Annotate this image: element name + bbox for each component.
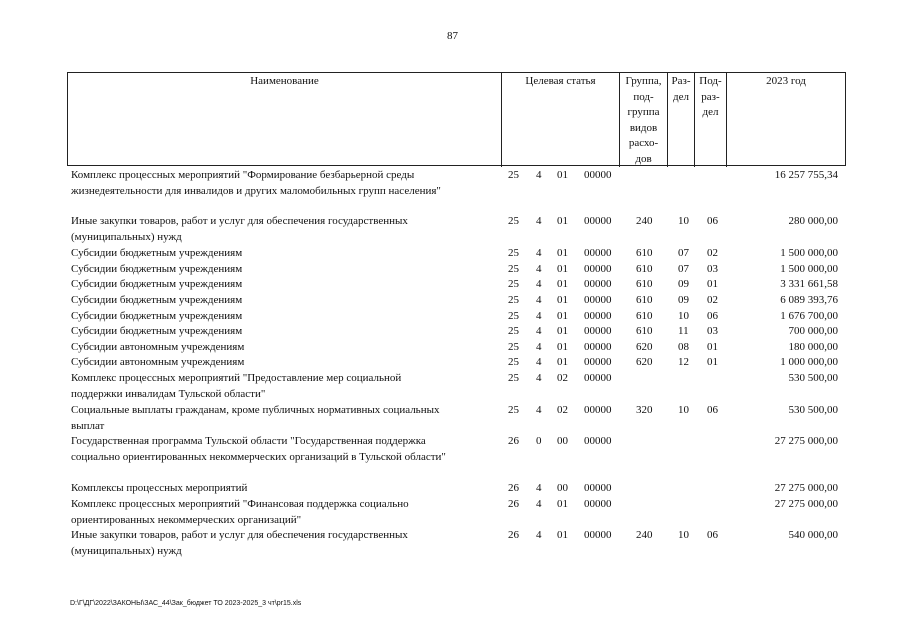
row-name-line: Комплексы процессных мероприятий <box>71 482 248 494</box>
cell-amount: 6 089 393,76 <box>780 294 838 306</box>
row-name-line: Комплекс процессных мероприятий "Формирование безбарьерной среды <box>71 169 415 181</box>
cell-c2: 4 <box>536 341 542 353</box>
cell-c2: 4 <box>536 325 542 337</box>
cell-c2: 4 <box>536 310 542 322</box>
cell-c1: 25 <box>508 294 519 306</box>
cell-c2: 4 <box>536 356 542 368</box>
cell-c4: 00000 <box>584 372 612 384</box>
cell-group: 610 <box>636 310 653 322</box>
header-group-line: под- <box>633 90 654 103</box>
cell-razdel: 11 <box>678 325 689 337</box>
cell-amount: 530 500,00 <box>788 404 838 416</box>
row-name <box>71 528 496 559</box>
cell-c4: 00000 <box>584 278 612 290</box>
cell-c4: 00000 <box>584 341 612 353</box>
cell-c1: 25 <box>508 215 519 227</box>
cell-c1: 26 <box>508 529 519 541</box>
cell-c4: 00000 <box>584 247 612 259</box>
cell-c4: 00000 <box>584 529 612 541</box>
header-section-line: Раз- <box>671 75 691 87</box>
cell-c1: 25 <box>508 341 519 353</box>
cell-amount: 1 000 000,00 <box>780 356 838 368</box>
row-name <box>71 434 496 465</box>
row-name-line: Субсидии автономным учреждениям <box>71 356 245 368</box>
cell-podrazdel: 02 <box>707 247 718 259</box>
cell-c3: 01 <box>557 215 568 227</box>
row-name-line: Комплекс процессных мероприятий "Предоставление мер социальной <box>71 372 402 384</box>
header-target-label: Целевая статья <box>525 75 596 87</box>
cell-podrazdel: 06 <box>707 529 718 541</box>
row-name-line: Социальные выплаты гражданам, кроме публичных нормативных социальных <box>71 404 440 416</box>
row-name <box>71 355 496 371</box>
cell-c1: 25 <box>508 278 519 290</box>
cell-c3: 01 <box>557 169 568 181</box>
header-section-line: дел <box>673 90 689 103</box>
cell-c4: 00000 <box>584 294 612 306</box>
header-group-line: видов <box>629 121 658 134</box>
cell-group: 320 <box>636 404 653 416</box>
cell-razdel: 10 <box>678 310 689 322</box>
row-name <box>71 262 496 278</box>
cell-razdel: 08 <box>678 341 689 353</box>
cell-c3: 01 <box>557 325 568 337</box>
cell-c3: 01 <box>557 529 568 541</box>
file-path-footer: D:\Г\ДГ\2022\ЗАКОНЫ\ЗАС_44\Зак_бюджет ТО 2023-2025_3 чт\pr15.xls <box>70 600 302 607</box>
header-group-line: Группа, <box>625 75 662 87</box>
cell-podrazdel: 06 <box>707 404 718 416</box>
cell-podrazdel: 01 <box>707 341 718 353</box>
header-subsection-line: Под- <box>699 75 722 87</box>
cell-group: 620 <box>636 341 653 353</box>
cell-podrazdel: 02 <box>707 294 718 306</box>
cell-razdel: 09 <box>678 278 689 290</box>
cell-c4: 00000 <box>584 435 612 447</box>
row-name-line: Иные закупки товаров, работ и услуг для обеспечения государственных <box>71 529 408 541</box>
cell-podrazdel: 03 <box>707 325 718 337</box>
row-name <box>71 481 496 497</box>
cell-amount: 1 500 000,00 <box>780 263 838 275</box>
cell-group: 240 <box>636 529 653 541</box>
cell-amount: 530 500,00 <box>788 372 838 384</box>
cell-podrazdel: 03 <box>707 263 718 275</box>
row-name-line: Комплекс процессных мероприятий "Финансовая поддержка социально <box>71 498 409 510</box>
row-name <box>71 277 496 293</box>
cell-amount: 280 000,00 <box>788 215 838 227</box>
header-subsection-line: раз- <box>701 90 720 103</box>
cell-c3: 01 <box>557 263 568 275</box>
cell-c3: 01 <box>557 356 568 368</box>
cell-c1: 25 <box>508 356 519 368</box>
cell-amount: 27 275 000,00 <box>774 498 838 510</box>
row-name <box>71 293 496 309</box>
cell-group: 620 <box>636 356 653 368</box>
row-name-line: Субсидии автономным учреждениям <box>71 341 245 353</box>
table-header <box>67 72 846 166</box>
header-subsection <box>695 73 727 167</box>
cell-c3: 01 <box>557 310 568 322</box>
header-group-line: группа <box>627 106 660 118</box>
row-name-line: Субсидии бюджетным учреждениям <box>71 310 243 322</box>
header-year <box>727 73 845 167</box>
cell-amount: 540 000,00 <box>788 529 838 541</box>
row-name-line: социально ориентированных некоммерческих организаций в Тульской области" <box>71 450 446 463</box>
row-name-line: Субсидии бюджетным учреждениям <box>71 294 243 306</box>
cell-podrazdel: 01 <box>707 356 718 368</box>
cell-group: 610 <box>636 263 653 275</box>
cell-c4: 00000 <box>584 169 612 181</box>
row-name <box>71 340 496 356</box>
cell-c4: 00000 <box>584 263 612 275</box>
cell-amount: 27 275 000,00 <box>774 435 838 447</box>
cell-c2: 4 <box>536 404 542 416</box>
cell-c2: 4 <box>536 498 542 510</box>
row-name <box>71 246 496 262</box>
cell-c1: 26 <box>508 435 519 447</box>
cell-c2: 4 <box>536 294 542 306</box>
row-name <box>71 324 496 340</box>
cell-c1: 26 <box>508 498 519 510</box>
cell-c3: 00 <box>557 435 568 447</box>
header-name <box>68 73 502 167</box>
cell-razdel: 10 <box>678 404 689 416</box>
row-name-line: выплат <box>71 419 105 432</box>
cell-c1: 25 <box>508 310 519 322</box>
row-name-line: Субсидии бюджетным учреждениям <box>71 247 243 259</box>
cell-podrazdel: 06 <box>707 310 718 322</box>
cell-razdel: 07 <box>678 247 689 259</box>
cell-c2: 4 <box>536 169 542 181</box>
row-name <box>71 168 496 199</box>
cell-c3: 00 <box>557 482 568 494</box>
cell-c4: 00000 <box>584 215 612 227</box>
row-name-line: ориентированных некоммерческих организаций" <box>71 513 302 526</box>
row-name <box>71 371 496 402</box>
cell-c4: 00000 <box>584 325 612 337</box>
row-name-line: жизнедеятельности для инвалидов и других маломобильных групп населения" <box>71 184 441 197</box>
cell-amount: 1 500 000,00 <box>780 247 838 259</box>
cell-amount: 180 000,00 <box>788 341 838 353</box>
cell-c2: 0 <box>536 435 542 447</box>
cell-c2: 4 <box>536 215 542 227</box>
cell-c2: 4 <box>536 278 542 290</box>
cell-c2: 4 <box>536 482 542 494</box>
cell-razdel: 12 <box>678 356 689 368</box>
cell-razdel: 09 <box>678 294 689 306</box>
header-group-line: расхо- <box>628 137 659 149</box>
cell-amount: 1 676 700,00 <box>780 310 838 322</box>
row-name-line: Субсидии бюджетным учреждениям <box>71 263 243 275</box>
row-name-line: Субсидии бюджетным учреждениям <box>71 325 243 337</box>
cell-razdel: 07 <box>678 263 689 275</box>
cell-c3: 01 <box>557 278 568 290</box>
header-group <box>620 73 668 167</box>
cell-c3: 01 <box>557 498 568 510</box>
cell-c4: 00000 <box>584 404 612 416</box>
cell-c3: 01 <box>557 247 568 259</box>
cell-c3: 01 <box>557 341 568 353</box>
cell-c1: 25 <box>508 263 519 275</box>
cell-group: 610 <box>636 278 653 290</box>
cell-c1: 25 <box>508 325 519 337</box>
cell-c2: 4 <box>536 372 542 384</box>
cell-amount: 3 331 661,58 <box>780 278 838 290</box>
row-name-line: поддержки инвалидам Тульской области" <box>71 387 266 400</box>
row-name-line: Иные закупки товаров, работ и услуг для обеспечения государственных <box>71 215 408 227</box>
cell-podrazdel: 06 <box>707 215 718 227</box>
cell-c4: 00000 <box>584 498 612 510</box>
header-subsection-line: дел <box>702 106 719 118</box>
row-name <box>71 214 496 245</box>
cell-amount: 700 000,00 <box>788 325 838 337</box>
row-name <box>71 497 496 528</box>
cell-podrazdel: 01 <box>707 278 718 290</box>
cell-c4: 00000 <box>584 482 612 494</box>
cell-group: 610 <box>636 325 653 337</box>
cell-c1: 25 <box>508 247 519 259</box>
cell-c1: 25 <box>508 372 519 384</box>
cell-c2: 4 <box>536 263 542 275</box>
cell-group: 610 <box>636 247 653 259</box>
cell-c4: 00000 <box>584 356 612 368</box>
row-name <box>71 403 496 434</box>
cell-group: 610 <box>636 294 653 306</box>
cell-c3: 01 <box>557 294 568 306</box>
cell-c2: 4 <box>536 529 542 541</box>
cell-c1: 26 <box>508 482 519 494</box>
cell-c1: 25 <box>508 169 519 181</box>
header-target <box>502 73 620 167</box>
cell-c1: 25 <box>508 404 519 416</box>
cell-c3: 02 <box>557 404 568 416</box>
cell-c2: 4 <box>536 247 542 259</box>
cell-group: 240 <box>636 215 653 227</box>
row-name <box>71 309 496 325</box>
cell-razdel: 10 <box>678 529 689 541</box>
page-number: 87 <box>447 30 458 42</box>
header-year-label: 2023 год <box>766 75 806 87</box>
cell-amount: 16 257 755,34 <box>774 169 838 181</box>
cell-amount: 27 275 000,00 <box>774 482 838 494</box>
header-section <box>668 73 695 167</box>
cell-c3: 02 <box>557 372 568 384</box>
row-name-line: (муниципальных) нужд <box>71 544 182 557</box>
row-name-line: Субсидии бюджетным учреждениям <box>71 278 243 290</box>
cell-c4: 00000 <box>584 310 612 322</box>
row-name-line: (муниципальных) нужд <box>71 230 182 243</box>
row-name-line: Государственная программа Тульской области "Государственная поддержка <box>71 435 426 447</box>
header-group-line: дов <box>635 152 652 165</box>
header-name-label: Наименование <box>250 75 319 87</box>
cell-razdel: 10 <box>678 215 689 227</box>
